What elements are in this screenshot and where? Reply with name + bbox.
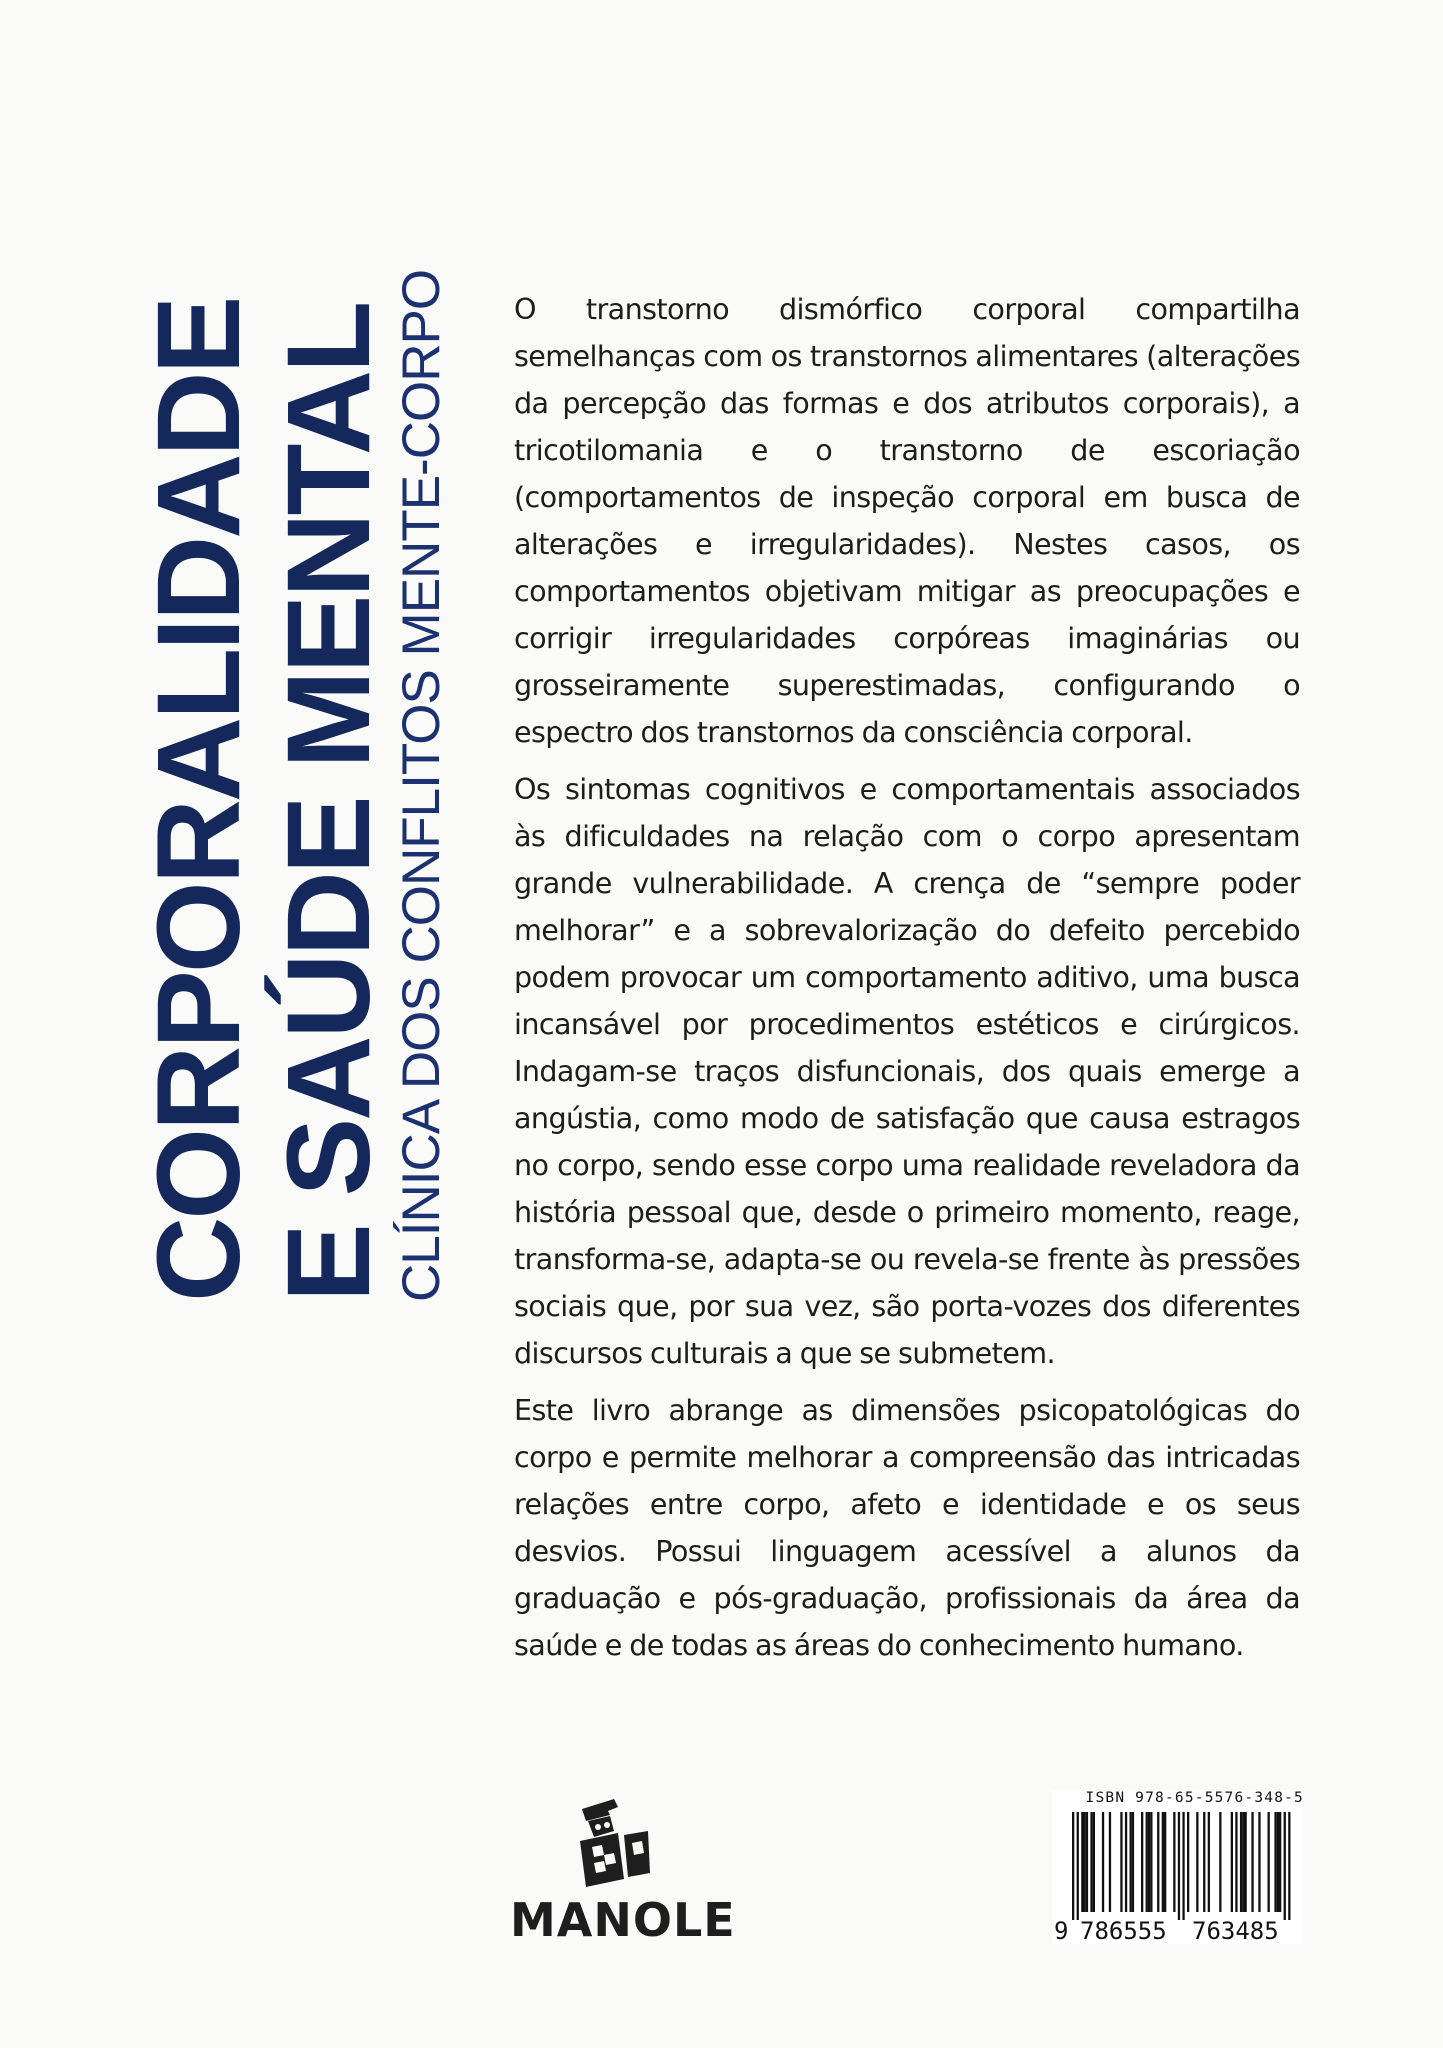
blurb-paragraph-2: Os sintomas cognitivos e comportamentais associados às dificuldades na relação com o corpo apresentam grande vulnerabilidade. A crença de “sempre poder melhorar” e a sobrevalorização do defeito percebido podem provocar um comportamento aditivo, uma busca incansável por procedimentos estéticos e cirúrgicos. Indagam-se traços disfuncionais, dos quais emerge a angústia, como modo de satisfação que causa estragos no corpo, sendo esse corpo uma realidade reveladora da história pessoal que, desde o primeiro momento, reage, transforma-se, adapta-se ou revela-se frente às pressões sociais que, por sua vez, são porta-vozes dos diferentes discursos culturais a que se submetem. (514, 772, 1300, 1370)
barcode-bar (1148, 1812, 1150, 1912)
barcode-bar (1279, 1812, 1281, 1912)
blurb-paragraph-3: Este livro abrange as dimensões psicopatológicas do corpo e permite melhorar a compreensão das intricadas relações entre corpo, afeto e identidade e os seus desvios. Possui linguagem acessível a alunos da graduação e pós-graduação, profissionais da área da saúde e de todas as áreas do conhecimento humano. (514, 1393, 1300, 1662)
barcode-bar (1178, 1812, 1180, 1920)
barcode-bar (1288, 1812, 1290, 1920)
barcode-bar (1196, 1812, 1198, 1912)
isbn-label: ISBN 978-65-5576-348-5 (1085, 1790, 1304, 1806)
barcode-bar (1219, 1812, 1221, 1912)
barcode-bar (1084, 1812, 1086, 1912)
barcode-bar (1277, 1812, 1279, 1912)
barcode-digits-left: 786555 (1080, 1917, 1167, 1942)
barcode-bar (1130, 1812, 1132, 1912)
barcode-bar (1157, 1812, 1159, 1912)
publisher-name: MANOLE (510, 1893, 736, 1947)
barcode-bar (1090, 1812, 1092, 1912)
barcode-bar (1235, 1812, 1237, 1912)
barcode-bar (1251, 1812, 1253, 1912)
isbn-barcode (1052, 1790, 1302, 1944)
barcode-bar (1240, 1812, 1242, 1912)
barcode-bar (1164, 1812, 1166, 1912)
title-line-1: CORPORALIDADE (133, 298, 265, 1302)
barcode-bar (1187, 1812, 1189, 1912)
manole-figure-icon (572, 1795, 652, 1890)
barcode-bar (1109, 1812, 1111, 1912)
barcode-bar (1081, 1812, 1083, 1912)
barcode-bar (1077, 1812, 1079, 1920)
barcode-bar (1146, 1812, 1148, 1912)
barcode-bar (1284, 1812, 1286, 1920)
title-line-2: E SAÚDE MENTAL (263, 303, 395, 1302)
barcode-bar (1086, 1812, 1088, 1912)
barcode-bar (1242, 1812, 1244, 1912)
barcode-bar (1102, 1812, 1104, 1912)
barcode-digits-right: 763485 (1192, 1917, 1279, 1942)
barcode-bar (1162, 1812, 1164, 1912)
barcode-bar (1141, 1812, 1143, 1912)
barcode-bar (1093, 1812, 1095, 1912)
barcode-bar (1072, 1812, 1074, 1920)
barcode-bar (1258, 1812, 1260, 1912)
barcode-bar (1245, 1812, 1247, 1912)
blurb-text (514, 286, 1300, 1679)
publisher-logo (510, 1795, 736, 1947)
barcode-bar (1203, 1812, 1205, 1912)
barcode-bars (1052, 1812, 1302, 1942)
barcode-bar (1274, 1812, 1276, 1912)
barcode-bar (1182, 1812, 1184, 1920)
barcode-bar (1150, 1812, 1152, 1912)
barcode-bar (1231, 1812, 1233, 1912)
barcode-bar (1125, 1812, 1127, 1912)
subtitle: CLÍNICA DOS CONFLITOS MENTE-CORPO (392, 269, 451, 1302)
barcode-bar (1132, 1812, 1134, 1912)
barcode-bar (1268, 1812, 1270, 1912)
barcode-digit-first: 9 (1054, 1917, 1069, 1942)
barcode-bar (1120, 1812, 1122, 1912)
barcode-bar (1173, 1812, 1175, 1912)
blurb-paragraph-1: O transtorno dismórfico corporal compartilha semelhanças com os transtornos alimentares (alterações da percepção das formas e dos atributos corporais), a tricotilomania e o transtorno de escoriação (comportamentos de inspeção corporal em busca de alterações e irregularidades). Nestes casos, os comportamentos objetivam mitigar as preocupações e corrigir irregularidades corpóreas imaginárias ou grosseiramente superestimadas, configurando o espectro dos transtornos da consciência corporal. (514, 292, 1300, 749)
barcode-bar (1208, 1812, 1210, 1912)
